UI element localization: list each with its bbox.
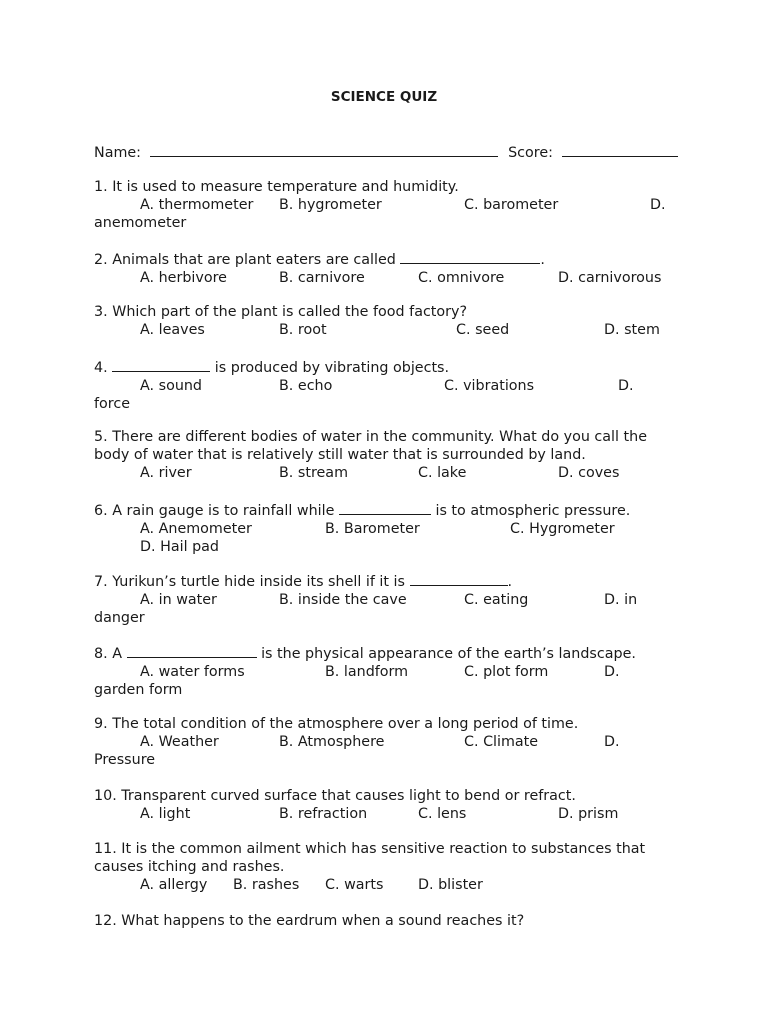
question-stem bbox=[94, 571, 674, 591]
question-10 bbox=[94, 787, 674, 823]
question-stem bbox=[94, 643, 674, 663]
option-d[interactable]: D. stem bbox=[604, 322, 660, 338]
question-text-end: is the physical appearance of the earth’s landscape. bbox=[261, 646, 636, 662]
option-a[interactable]: A. sound bbox=[140, 378, 203, 394]
option-continuation: danger bbox=[94, 610, 145, 626]
question-text: The total condition of the atmosphere over a long period of time. bbox=[112, 716, 579, 732]
question-text: Yurikun’s turtle hide inside its shell if it is bbox=[112, 574, 405, 590]
question-number: 6. bbox=[94, 503, 108, 519]
option-c[interactable]: C. seed bbox=[456, 322, 510, 338]
option-a[interactable]: A. leaves bbox=[140, 322, 205, 338]
question-stem bbox=[94, 840, 674, 876]
option-c[interactable]: C. eating bbox=[464, 592, 529, 608]
option-c[interactable]: C. plot form bbox=[464, 664, 549, 680]
options-row bbox=[94, 520, 674, 538]
options-row bbox=[94, 591, 674, 609]
question-text: It is used to measure temperature and humidity. bbox=[112, 179, 459, 195]
option-d[interactable]: D. Hail pad bbox=[140, 539, 220, 555]
question-stem bbox=[94, 249, 674, 269]
option-c[interactable]: C. lens bbox=[418, 806, 467, 822]
question-stem bbox=[94, 912, 674, 930]
question-5 bbox=[94, 428, 674, 482]
answer-blank[interactable] bbox=[400, 249, 540, 264]
answer-blank[interactable] bbox=[339, 500, 431, 515]
option-a[interactable]: A. allergy bbox=[140, 877, 208, 893]
name-score-line bbox=[94, 142, 674, 160]
question-number: 10. bbox=[94, 788, 117, 804]
question-stem bbox=[94, 357, 674, 377]
option-continuation: Pressure bbox=[94, 752, 156, 768]
option-a[interactable]: A. herbivore bbox=[140, 270, 227, 286]
answer-blank[interactable] bbox=[410, 571, 508, 586]
option-d[interactable]: D. prism bbox=[558, 806, 619, 822]
option-c[interactable]: C. lake bbox=[418, 465, 467, 481]
options-row bbox=[94, 733, 674, 751]
options-row bbox=[94, 321, 674, 339]
option-continuation: anemometer bbox=[94, 215, 187, 231]
question-text: is produced by vibrating objects. bbox=[214, 360, 450, 376]
options-row bbox=[94, 269, 674, 287]
option-d[interactable]: D. coves bbox=[558, 465, 620, 481]
question-text-end: . bbox=[507, 574, 513, 590]
option-a[interactable]: A. in water bbox=[140, 592, 217, 608]
options-row bbox=[94, 805, 674, 823]
question-text-end: . bbox=[540, 252, 545, 268]
option-b[interactable]: B. root bbox=[279, 322, 327, 338]
question-text: Animals that are plant eaters are called bbox=[112, 252, 396, 268]
options-row-2 bbox=[94, 538, 674, 556]
options-row bbox=[94, 196, 674, 214]
question-6 bbox=[94, 500, 674, 556]
question-2 bbox=[94, 249, 674, 287]
option-d[interactable]: D. carnivorous bbox=[558, 270, 662, 286]
option-b[interactable]: B. echo bbox=[279, 378, 333, 394]
options-row bbox=[94, 377, 674, 395]
option-a[interactable]: A. river bbox=[140, 465, 192, 481]
option-d[interactable]: D. bbox=[650, 197, 666, 213]
score-label: Score: bbox=[508, 145, 553, 161]
question-number: 4. bbox=[94, 360, 108, 376]
question-stem bbox=[94, 715, 674, 733]
question-stem bbox=[94, 428, 674, 464]
question-3 bbox=[94, 303, 674, 339]
option-c[interactable]: C. barometer bbox=[464, 197, 559, 213]
option-c[interactable]: C. Hygrometer bbox=[510, 521, 615, 537]
option-b[interactable]: B. landform bbox=[325, 664, 409, 680]
option-d[interactable]: D. bbox=[604, 734, 620, 750]
question-stem bbox=[94, 178, 674, 196]
question-text: What happens to the eardrum when a sound reaches it? bbox=[121, 913, 525, 929]
question-stem bbox=[94, 303, 674, 321]
option-b[interactable]: B. Barometer bbox=[325, 521, 420, 537]
question-text: A bbox=[112, 646, 122, 662]
option-d[interactable]: D. bbox=[604, 664, 620, 680]
option-a[interactable]: A. water forms bbox=[140, 664, 245, 680]
option-c[interactable]: C. warts bbox=[325, 877, 384, 893]
quiz-title: SCIENCE QUIZ bbox=[330, 89, 438, 105]
option-d[interactable]: D. bbox=[618, 378, 634, 394]
question-9 bbox=[94, 715, 674, 769]
question-text: There are different bodies of water in the community. What do you call the body of water that is relatively still water that is surrounded by land. bbox=[94, 429, 648, 463]
question-8 bbox=[94, 643, 674, 699]
option-c[interactable]: C. vibrations bbox=[444, 378, 535, 394]
answer-blank[interactable] bbox=[112, 357, 210, 372]
options-row bbox=[94, 876, 674, 894]
question-11 bbox=[94, 840, 674, 894]
option-a[interactable]: A. Anemometer bbox=[140, 521, 252, 537]
option-d[interactable]: D. in bbox=[604, 592, 638, 608]
option-a[interactable]: A. thermometer bbox=[140, 197, 254, 213]
score-blank[interactable] bbox=[562, 142, 678, 157]
option-d[interactable]: D. blister bbox=[418, 877, 483, 893]
question-number: 2. bbox=[94, 252, 108, 268]
option-c[interactable]: C. Climate bbox=[464, 734, 539, 750]
question-text-end: is to atmospheric pressure. bbox=[435, 503, 631, 519]
question-number: 3. bbox=[94, 304, 108, 320]
option-b[interactable]: B. Atmosphere bbox=[279, 734, 385, 750]
question-12 bbox=[94, 912, 674, 930]
options-row bbox=[94, 663, 674, 681]
option-b[interactable]: B. hygrometer bbox=[279, 197, 382, 213]
option-b[interactable]: B. refraction bbox=[279, 806, 368, 822]
question-text: Transparent curved surface that causes light to bend or refract. bbox=[121, 788, 576, 804]
options-row bbox=[94, 464, 674, 482]
question-stem bbox=[94, 500, 674, 520]
option-continuation: garden form bbox=[94, 682, 183, 698]
question-stem bbox=[94, 787, 674, 805]
option-b[interactable]: B. rashes bbox=[233, 877, 300, 893]
question-text: It is the common ailment which has sensitive reaction to substances that causes itching and rashes. bbox=[94, 841, 646, 875]
option-b[interactable]: B. inside the cave bbox=[279, 592, 407, 608]
option-b[interactable]: B. stream bbox=[279, 465, 348, 481]
question-number: 5. bbox=[94, 429, 108, 445]
question-4 bbox=[94, 357, 674, 413]
name-blank[interactable] bbox=[150, 142, 498, 157]
option-b[interactable]: B. carnivore bbox=[279, 270, 365, 286]
option-a[interactable]: A. light bbox=[140, 806, 191, 822]
question-text: Which part of the plant is called the food factory? bbox=[112, 304, 468, 320]
question-1 bbox=[94, 178, 674, 232]
answer-blank[interactable] bbox=[127, 643, 257, 658]
question-number: 11. bbox=[94, 841, 117, 857]
question-7 bbox=[94, 571, 674, 627]
option-continuation: force bbox=[94, 396, 131, 412]
question-number: 9. bbox=[94, 716, 108, 732]
question-number: 12. bbox=[94, 913, 117, 929]
name-label: Name: bbox=[94, 145, 141, 161]
question-text: A rain gauge is to rainfall while bbox=[112, 503, 335, 519]
question-number: 1. bbox=[94, 179, 108, 195]
option-c[interactable]: C. omnivore bbox=[418, 270, 505, 286]
option-a[interactable]: A. Weather bbox=[140, 734, 219, 750]
question-number: 7. bbox=[94, 574, 108, 590]
question-number: 8. bbox=[94, 646, 108, 662]
